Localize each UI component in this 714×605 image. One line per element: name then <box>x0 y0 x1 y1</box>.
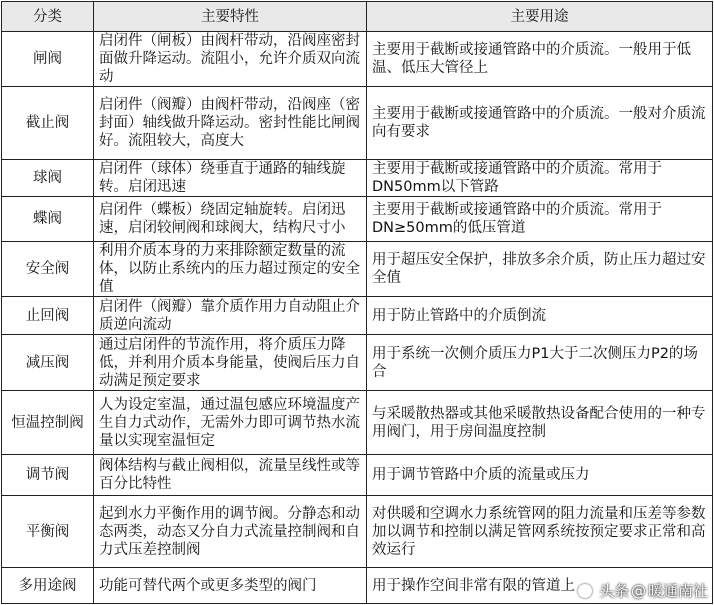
toutiao-logo-icon <box>578 584 592 598</box>
valve-type: 蝶阀 <box>2 197 94 242</box>
table-row <box>2 242 713 297</box>
table-row <box>2 496 713 568</box>
valve-feature: 利用介质本身的力来排除额定数量的流体，以防止系统内的压力超过预定的安全值 <box>94 242 367 297</box>
watermark-separator: @ <box>630 582 646 600</box>
valve-type: 闸阀 <box>2 32 94 87</box>
valve-feature: 启闭件（闸板）由阀杆带动，沿阀座密封面做升降运动。流阻小，允许介质双向流动 <box>94 32 367 87</box>
valve-feature: 通过启闭件的节流作用，将介质压力降低，并利用介质本身能量，使阀后压力自动满足预定要求 <box>94 335 367 391</box>
valve-use: 对供暖和空调水力系统管网的阻力流量和压差等参数加以调节和控制以满足管网系统按预定要求正常和高效运行 <box>367 496 713 568</box>
valve-use: 主要用于截断或接通管路中的介质流。一般对介质流向有要求 <box>367 87 713 160</box>
valve-type: 球阀 <box>2 160 94 197</box>
valve-feature: 启闭件（蝶板）绕固定轴旋转。启闭迅速，启闭较闸阀和球阀大，结构尺寸小 <box>94 197 367 242</box>
table-row <box>2 335 713 391</box>
table-row <box>2 297 713 335</box>
valve-type: 截止阀 <box>2 87 94 160</box>
valve-use: 主要用于截断或接通管路中的介质流。一般用于低温、低压大管径上 <box>367 32 713 87</box>
watermark <box>578 580 708 601</box>
valve-type: 平衡阀 <box>2 496 94 568</box>
valve-table <box>1 1 713 604</box>
valve-feature: 阀体结构与截止阀相似，流量呈线性或等百分比特性 <box>94 455 367 496</box>
header-uses: 主要用途 <box>367 2 713 32</box>
valve-type: 恒温控制阀 <box>2 391 94 455</box>
valve-use: 与采暖散热器或其他采暖散热设备配合使用的一种专用阀门，用于房间温度控制 <box>367 391 713 455</box>
valve-use: 主要用于截断或接通管路中的介质流。常用于DN≥50mm的低压管道 <box>367 197 713 242</box>
watermark-name: 暖通南社 <box>647 582 708 600</box>
valve-use: 用于超压安全保护，排放多余介质，防止压力超过安全值 <box>367 242 713 297</box>
table-row <box>2 87 713 160</box>
valve-use: 用于操作空间非常有限的管道上 <box>367 568 713 604</box>
valve-feature: 功能可替代两个或更多类型的阀门 <box>94 568 367 604</box>
valve-use: 用于调节管路中介质的流量或压力 <box>367 455 713 496</box>
table-row <box>2 197 713 242</box>
header-category: 分类 <box>2 2 94 32</box>
valve-feature: 启闭件（球体）绕垂直于通路的轴线旋转。启闭迅速 <box>94 160 367 197</box>
header-features: 主要特性 <box>94 2 367 32</box>
valve-use: 用于防止管路中的介质倒流 <box>367 297 713 335</box>
valve-type: 减压阀 <box>2 335 94 391</box>
watermark-prefix: 头条 <box>598 582 629 600</box>
valve-feature: 启闭件（阀瓣）靠介质作用力自动阻止介质逆向流动 <box>94 297 367 335</box>
table-row <box>2 455 713 496</box>
header-row <box>2 2 713 32</box>
valve-type: 多用途阀 <box>2 568 94 604</box>
table-row <box>2 391 713 455</box>
valve-feature: 启闭件（阀瓣）由阀杆带动，沿阀座（密封面）轴线做升降运动。密封性能比闸阀好。流阻较大，高度大 <box>94 87 367 160</box>
valve-feature: 起到水力平衡作用的调节阀。分静态和动态两类，动态又分自力式流量控制阀和自力式压差控制阀 <box>94 496 367 568</box>
valve-type: 调节阀 <box>2 455 94 496</box>
valve-use: 主要用于截断或接通管路中的介质流。常用于DN50mm以下管路 <box>367 160 713 197</box>
valve-use: 用于系统一次侧介质压力P1大于二次侧压力P2的场合 <box>367 335 713 391</box>
valve-type: 安全阀 <box>2 242 94 297</box>
table-row <box>2 160 713 197</box>
valve-type: 止回阀 <box>2 297 94 335</box>
table-row <box>2 32 713 87</box>
valve-feature: 人为设定室温，通过温包感应环境温度产生自力式动作，无需外力即可调节热水流量以实现室温恒定 <box>94 391 367 455</box>
